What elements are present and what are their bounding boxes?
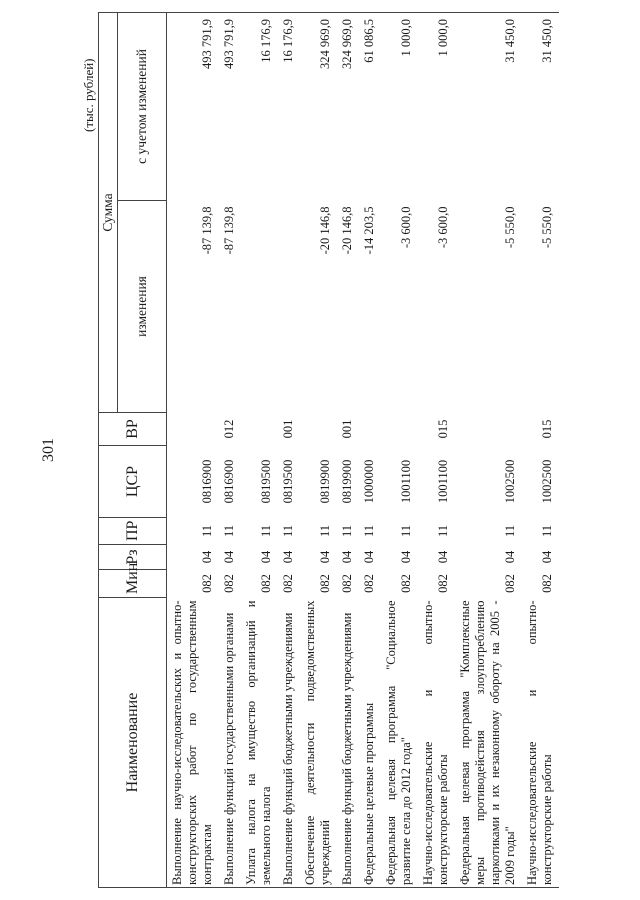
row-rz: 04 bbox=[436, 550, 450, 564]
row-total: 31 450,0 bbox=[455, 12, 522, 200]
row-min: 082 bbox=[281, 574, 295, 593]
header-summa: Сумма bbox=[99, 12, 118, 412]
row-total: 16 176,9 bbox=[278, 12, 300, 200]
row-csr: 0816900 bbox=[222, 459, 236, 504]
header-csr: ЦСР bbox=[99, 446, 167, 518]
row-rz: 04 bbox=[222, 550, 236, 564]
row-name: Выполнение научно-исследовательских и опытно-конструкторских работ по государственным контрактам bbox=[167, 598, 220, 888]
row-name: Научно-исследовательские и опытно-конструкторские работы bbox=[522, 598, 559, 888]
row-total: 16 176,9 bbox=[241, 12, 278, 200]
row-vr: 001 bbox=[340, 419, 354, 439]
row-change: -14 203,5 bbox=[362, 206, 376, 255]
row-min: 082 bbox=[222, 574, 236, 593]
row-vr: 012 bbox=[222, 419, 236, 439]
row-name: Выполнение функций государственными органами bbox=[219, 598, 241, 888]
table-row bbox=[418, 12, 455, 887]
table-row bbox=[522, 12, 559, 887]
row-change bbox=[278, 201, 300, 413]
row-rz: 04 bbox=[503, 550, 517, 564]
row-name: Федеральная целевая программа "Социальное развитие села до 2012 года" bbox=[381, 598, 418, 888]
table-row bbox=[337, 12, 359, 887]
row-total: 1 000,0 bbox=[381, 12, 418, 200]
row-min: 082 bbox=[362, 574, 376, 593]
row-min: 082 bbox=[259, 574, 273, 593]
header-vr: ВР bbox=[99, 413, 167, 446]
row-name: Выполнение функций бюджетными учреждениями bbox=[278, 598, 300, 888]
row-rz: 04 bbox=[281, 550, 295, 564]
header-changes: изменения bbox=[118, 201, 167, 413]
row-min: 082 bbox=[200, 574, 214, 593]
row-pr: 11 bbox=[362, 524, 376, 538]
row-total: 1 000,0 bbox=[418, 12, 455, 200]
row-vr bbox=[381, 413, 418, 446]
row-total: 493 791,9 bbox=[219, 12, 241, 200]
header-pr: ПР bbox=[99, 518, 167, 545]
row-min: 082 bbox=[399, 574, 413, 593]
row-rz: 04 bbox=[399, 550, 413, 564]
row-vr bbox=[455, 413, 522, 446]
row-change: -20 146,8 bbox=[340, 206, 354, 255]
row-vr: 015 bbox=[436, 419, 450, 439]
row-rz: 04 bbox=[318, 550, 332, 564]
budget-table bbox=[98, 12, 559, 888]
row-change: -3 600,0 bbox=[436, 206, 450, 249]
row-csr: 1001100 bbox=[399, 459, 413, 504]
row-total: 493 791,9 bbox=[167, 12, 220, 200]
row-pr: 11 bbox=[318, 524, 332, 538]
row-change: -5 550,0 bbox=[503, 206, 517, 249]
table-row bbox=[381, 12, 418, 887]
row-rz: 04 bbox=[340, 550, 354, 564]
row-csr: 1002500 bbox=[540, 459, 554, 504]
page-number: 301 bbox=[40, 438, 57, 462]
row-total: 324 969,0 bbox=[337, 12, 359, 200]
row-name: Уплата налога на имущество организаций и земельного налога bbox=[241, 598, 278, 888]
row-csr: 0819500 bbox=[259, 459, 273, 504]
units-note: (тыс. рублей) bbox=[81, 58, 96, 132]
row-min: 082 bbox=[503, 574, 517, 593]
table-row bbox=[167, 12, 220, 887]
row-csr: 0819900 bbox=[340, 459, 354, 504]
table-row bbox=[359, 12, 381, 887]
row-rz: 04 bbox=[362, 550, 376, 564]
row-pr: 11 bbox=[436, 524, 450, 538]
row-csr: 1002500 bbox=[503, 459, 517, 504]
row-pr: 11 bbox=[259, 524, 273, 538]
row-pr: 11 bbox=[399, 524, 413, 538]
row-vr bbox=[167, 413, 220, 446]
row-change bbox=[241, 201, 278, 413]
row-change: -3 600,0 bbox=[399, 206, 413, 249]
table-row bbox=[300, 12, 337, 887]
header-name: Наименование bbox=[99, 598, 167, 888]
table-body bbox=[167, 12, 560, 887]
row-name: Научно-исследовательские и опытно-конструкторские работы bbox=[418, 598, 455, 888]
row-name: Федеральная целевая программа "Комплексные меры противодействия злоупотреблению наркотиками и их незаконному обороту на 2005 - 2009 годы" bbox=[455, 598, 522, 888]
row-csr: 0819900 bbox=[318, 459, 332, 504]
row-min: 082 bbox=[436, 574, 450, 593]
row-vr bbox=[241, 413, 278, 446]
row-vr bbox=[300, 413, 337, 446]
row-name: Выполнение функций бюджетными учреждениями bbox=[337, 598, 359, 888]
row-vr: 001 bbox=[281, 419, 295, 439]
row-change: -20 146,8 bbox=[318, 206, 332, 255]
row-min: 082 bbox=[318, 574, 332, 593]
row-min: 082 bbox=[540, 574, 554, 593]
row-name: Обеспечение деятельности подведомственных учреждений bbox=[300, 598, 337, 888]
row-pr: 11 bbox=[281, 524, 295, 538]
row-pr: 11 bbox=[222, 524, 236, 538]
row-min: 082 bbox=[340, 574, 354, 593]
row-pr: 11 bbox=[540, 524, 554, 538]
table-row bbox=[241, 12, 278, 887]
table-row bbox=[278, 12, 300, 887]
row-vr bbox=[359, 413, 381, 446]
row-change: -5 550,0 bbox=[540, 206, 554, 249]
table-row bbox=[219, 12, 241, 887]
row-pr: 11 bbox=[340, 524, 354, 538]
row-change: -87 139,8 bbox=[200, 206, 214, 255]
row-csr: 1000000 bbox=[362, 459, 376, 504]
row-total: 61 086,5 bbox=[359, 12, 381, 200]
row-pr: 11 bbox=[503, 524, 517, 538]
row-vr: 015 bbox=[540, 419, 554, 439]
row-change: -87 139,8 bbox=[222, 206, 236, 255]
row-csr: 0816900 bbox=[200, 459, 214, 504]
table-row bbox=[455, 12, 522, 887]
row-rz: 04 bbox=[259, 550, 273, 564]
row-total: 324 969,0 bbox=[300, 12, 337, 200]
row-total: 31 450,0 bbox=[522, 12, 559, 200]
row-csr: 1001100 bbox=[436, 459, 450, 504]
row-name: Федеральные целевые программы bbox=[359, 598, 381, 888]
header-min: Мин bbox=[99, 570, 167, 598]
header-with-changes: с учетом изменений bbox=[118, 12, 167, 200]
row-pr: 11 bbox=[200, 524, 214, 538]
row-csr: 0819500 bbox=[281, 459, 295, 504]
header-rz: Рз bbox=[99, 545, 167, 570]
row-rz: 04 bbox=[540, 550, 554, 564]
row-rz: 04 bbox=[200, 550, 214, 564]
